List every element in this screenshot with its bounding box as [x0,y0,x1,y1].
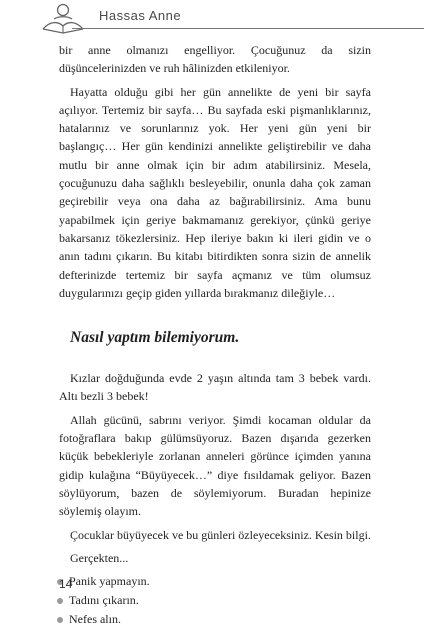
list-item: Panik yapmayın. [59,572,371,591]
advice-list [59,572,371,629]
section-heading: Nasıl yaptım bilemiyorum. [70,329,240,347]
header-title: Hassas Anne [99,8,182,23]
bullet-icon [57,598,63,604]
list-item: Tadını çıkarın. [59,591,371,610]
paragraph-really: Gerçekten... [70,550,129,565]
book-reading-icon [40,2,86,36]
page-number: 14 [59,577,73,591]
page-header [0,0,424,36]
list-item: Nefes alın. [59,610,371,629]
paragraph-new-page: Hayatta olduğu gibi her gün annelikte de yeni bir sayfa açılıyor. Tertemiz bir sayfa… Bu sayfada eski pişmanlıklarınız, hatalarınız ve sorunlarınız yok. Her yeni gün yeni bir başlangıç… Her gün kendinizi annelikte geliştirebilir ve daha mutlu bir anne olmak için bir adım atabilirsiniz. Mesela, çocuğunuzu daha sağlıklı besleyebilir, onunla daha çok zaman geçirebilir veya ona daha az bağırabilirsiniz. Ama bunu yapabilmek için geriye bakmamanız gerekiyor, çünkü geriye bakarsanız tökezlersiniz. Hep ileriye bakın ki ileri gidin ve o anın tadını çıkarın. Bu kitabı bitirdikten sonra sizin de annelik defterinizde tertemiz bir sayfa açmanız ve tüm olumsuz duygularınızı geçip giden yıllarda bırakmanız dileğiyle… [59,84,371,300]
paragraph-grow-up: Çocuklar büyüyecek ve bu günleri özleyeceksiniz. Kesin bilgi. [70,527,371,542]
bullet-icon [57,617,63,623]
page-body [59,41,371,629]
paragraph-patience: Allah gücünü, sabrını veriyor. Şimdi kocaman oldular da fotoğraflara bakıp gülümsüyoruz. Bazen dışarıda gezerken küçük bebekleriyle zorlanan anneleri görünce içimden yanına gidip kulağına “Büyüyecek…” diye fısıldamak geliyor. Bazen söylüyorum, bazen de söylemiyorum. Buradan hepinize söylemiş olayım. [59,412,371,519]
paragraph-babies: Kızlar doğduğunda evde 2 yaşın altında tam 3 bebek vardı. Altı bezli 3 bebek! [59,371,371,404]
header-divider [72,28,424,29]
paragraph-continuation: bir anne olmanızı engelliyor. Çocuğunuz da sizin düşüncelerinizden ve ruh hâlinizden etkileniyor. [59,43,371,76]
